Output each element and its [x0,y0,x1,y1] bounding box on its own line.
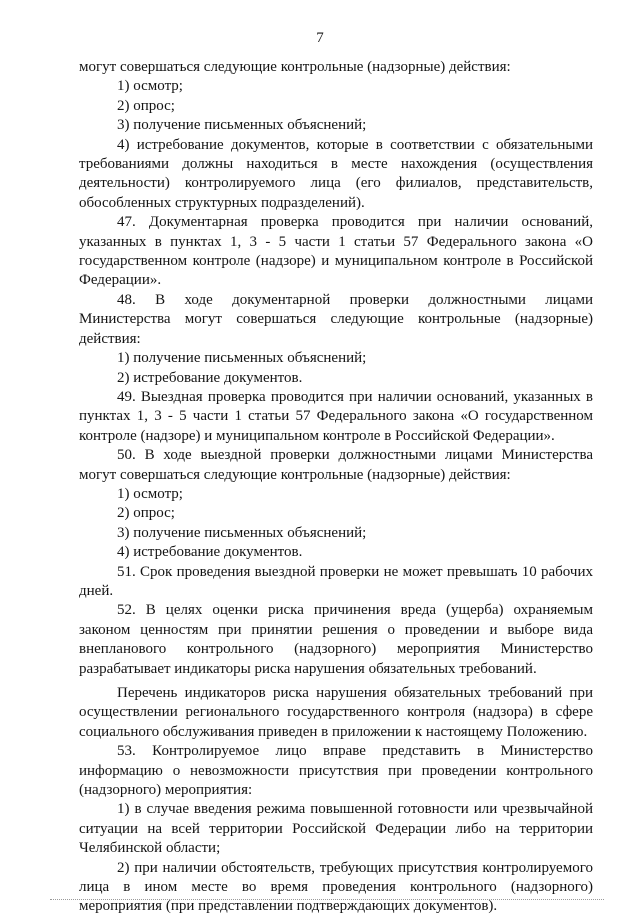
list-item: 1) осмотр; [117,78,183,95]
paragraph: 50. В ходе выездной проверки должностными лицами Министерства могут совершаться следующие контрольные (надзорные) действия: [79,447,593,483]
page-number: 7 [316,30,324,46]
paragraph: 49. Выездная проверка проводится при наличии оснований, указанных в пунктах 1, 3 - 5 части 1 статьи 57 Федерального закона «О государственном контроле (надзоре) и муниципальном контроле в Российской Федерации». [79,388,593,444]
list-item: 3) получение письменных объяснений; [117,524,367,541]
list-item: 2) истребование документов. [117,369,303,386]
list-item: 1) получение письменных объяснений; [117,350,367,367]
list-item: 1) в случае введения режима повышенной готовности или чрезвычайной ситуации на всей территории Российской Федерации либо на территории Челябинской области; [79,801,593,857]
document-body [79,58,593,917]
paragraph: могут совершаться следующие контрольные (надзорные) действия: [79,59,511,75]
paragraph: 53. Контролируемое лицо вправе представить в Министерство информацию о невозможности присутствия при проведении контрольного (надзорного) мероприятия: [79,743,593,799]
bottom-edge-line [50,899,604,900]
list-item: 4) истребование документов, которые в соответствии с обязательными требованиями должны находиться в месте нахождения (осуществления деятельности) контролируемого лица (его филиалов, представительств, обособленных структурных подразделений). [79,136,593,211]
list-item: 3) получение письменных объяснений; [117,117,367,134]
list-item: 2) опрос; [117,505,175,522]
list-item: 2) опрос; [117,97,175,114]
paragraph: Перечень индикаторов риска нарушения обязательных требований при осуществлении регионального государственного контроля (надзора) в сфере социального обслуживания приведен в приложении к настоящему Положению. [79,685,593,740]
list-item: 2) при наличии обстоятельств, требующих присутствия контролируемого лица в ином месте во время проведения контрольного (надзорного) мероприятия (при представлении подтверждающих документов). [79,859,593,915]
paragraph: 47. Документарная проверка проводится при наличии оснований, указанных в пунктах 1, 3 - 5 части 1 статьи 57 Федерального закона «О государственном контроле (надзоре) и муниципальном контроле в Российской Федерации». [79,214,593,289]
paragraph: 48. В ходе документарной проверки должностными лицами Министерства могут совершаться следующие контрольные (надзорные) действия: [79,291,593,347]
paragraph: 51. Срок проведения выездной проверки не может превышать 10 рабочих дней. [79,563,593,599]
list-item: 1) осмотр; [117,485,183,502]
paragraph: 52. В целях оценки риска причинения вреда (ущерба) охраняемым законом ценностям при принятии решения о проведении и выборе вида внепланового контрольного (надзорного) мероприятия Министерство разрабатывает индикаторы риска нарушения обязательных требований. [79,602,593,677]
list-item: 4) истребование документов. [117,544,303,561]
